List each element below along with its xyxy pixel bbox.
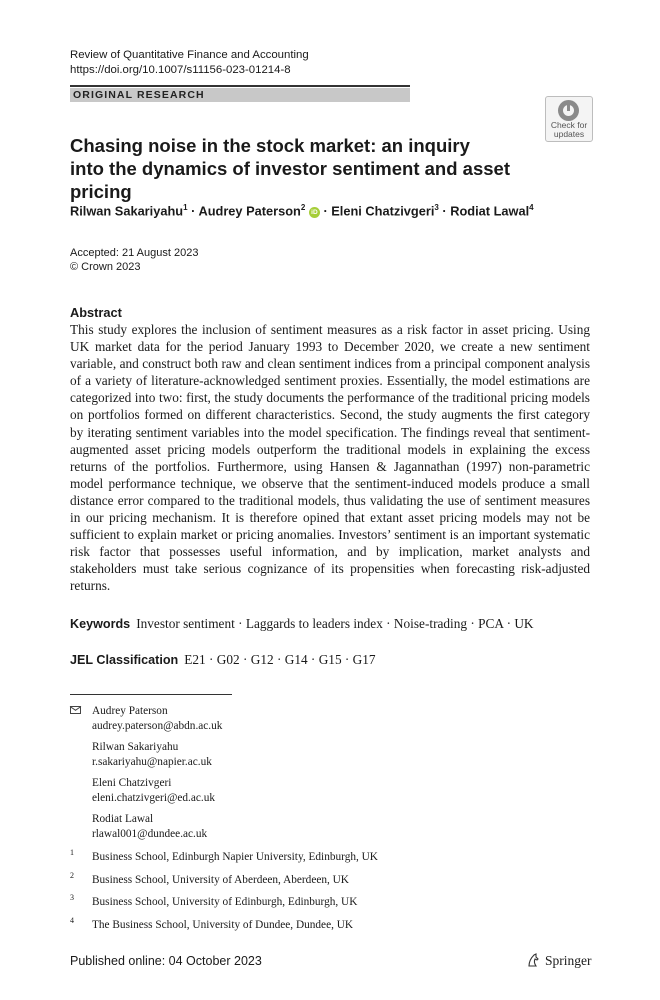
footnote-rule bbox=[70, 694, 232, 695]
publisher-name: Springer bbox=[545, 953, 592, 968]
affiliation-number: 4 bbox=[70, 915, 74, 925]
published-online-date: Published online: 04 October 2023 bbox=[70, 954, 262, 968]
keywords-label: Keywords bbox=[70, 617, 131, 631]
title-line-1: Chasing noise in the stock market: an inquiry bbox=[70, 135, 470, 156]
contact-entry bbox=[92, 704, 222, 734]
keywords-text: Investor sentiment · Laggards to leaders index · Noise-trading · PCA · UK bbox=[136, 616, 534, 631]
affiliation-number: 1 bbox=[70, 848, 74, 857]
abstract-heading: Abstract bbox=[70, 305, 122, 320]
article-dates bbox=[70, 246, 198, 274]
check-updates-icon bbox=[558, 100, 579, 121]
springer-horse-icon bbox=[525, 952, 541, 968]
orcid-icon[interactable]: iD bbox=[309, 207, 320, 218]
author-affiliation-number: 1 bbox=[183, 203, 188, 212]
badge-line-1: Check for bbox=[550, 120, 588, 130]
section-label: ORIGINAL RESEARCH bbox=[70, 88, 410, 102]
jel-codes: E21 · G02 · G12 · G14 · G15 · G17 bbox=[184, 652, 376, 667]
author-name[interactable]: Eleni Chatzivgeri bbox=[331, 203, 435, 219]
doi-link[interactable]: https://doi.org/10.1007/s11156-023-01214-8 bbox=[70, 64, 291, 76]
author-name[interactable]: Audrey Paterson bbox=[198, 203, 301, 219]
affiliation-text: The Business School, University of Dundee, Dundee, UK bbox=[92, 918, 354, 931]
copyright-notice: © Crown 2023 bbox=[70, 261, 141, 273]
author-name[interactable]: Rilwan Sakariyahu bbox=[70, 203, 184, 219]
contact-entry bbox=[92, 812, 222, 842]
publisher-logo[interactable] bbox=[525, 952, 592, 969]
author-affiliation-number: 4 bbox=[529, 203, 534, 212]
abstract-text: This study explores the inclusion of sentiment measures as a risk factor in asset pricing. Using UK market data for the period January 1993 to December 2020, we create a new sentiment variable, and construct both raw and clean sentiment indices from a principal component analysis of a variety of literature-acknowledged sentiment proxies. Essentially, the model estimations are categorized into two: first, the study documents the performance of the traditional pricing models on portfolios formed on different characteristics. Second, the study augments the first category by iterating sentiment variables into the model specification. The findings reveal that sentiment-augmented asset pricing models outperform the traditional models in explaining the excess returns of the portfolios. Furthermore, using Hansen & Jagannathan (1997) non-parametric model performance technique, we observe that the sentiment-induced models produce a small distance error compared to the traditional models, thus validating the use of sentiment measures in our pricing mechanism. It is therefore opined that extant asset pricing models may not be sufficient to explain market or pricing anomalies. Investors’ sentiment is an important systematic risk factor that possesses useful information, and by implication, market analysts and stakeholders must take serious cognizance of its propensities when forecasting risk-adjusted returns. bbox=[70, 322, 590, 594]
accepted-date: Accepted: 21 August 2023 bbox=[70, 247, 199, 259]
contact-entry bbox=[92, 740, 222, 770]
author-name[interactable]: Rodiat Lawal bbox=[450, 203, 530, 219]
check-updates-text bbox=[546, 121, 592, 139]
jel-label: JEL Classification bbox=[70, 653, 179, 667]
envelope-icon bbox=[70, 706, 81, 714]
affiliation-number: 3 bbox=[70, 893, 74, 902]
affiliation-number: 2 bbox=[70, 870, 74, 880]
contact-name: Eleni Chatzivgeri bbox=[92, 777, 172, 789]
author-affiliation-number: 2 bbox=[300, 203, 306, 212]
article-title bbox=[70, 134, 550, 203]
affiliation-text: Business School, Edinburgh Napier University, Edinburgh, UK bbox=[92, 851, 378, 863]
header-rule bbox=[70, 85, 410, 87]
contact-entry bbox=[92, 776, 222, 806]
contact-email[interactable]: r.sakariyahu@napier.ac.uk bbox=[92, 756, 212, 768]
journal-header bbox=[70, 48, 309, 78]
contact-name: Rodiat Lawal bbox=[92, 813, 154, 825]
author-affiliation-number: 3 bbox=[434, 203, 439, 212]
check-for-updates-badge[interactable] bbox=[545, 96, 593, 142]
author-list: Rilwan Sakariyahu$^1$ · Audrey Paterson$^2$ iD · Eleni Chatzivgeri$^3$ · Rodiat Lawal$^4$ bbox=[70, 203, 534, 219]
badge-line-2: updates bbox=[553, 129, 585, 139]
contact-name: Audrey Paterson bbox=[92, 705, 168, 717]
affiliation-text: Business School, University of Edinburgh, Edinburgh, UK bbox=[92, 896, 358, 908]
journal-name: Review of Quantitative Finance and Accounting bbox=[70, 49, 309, 61]
contact-email[interactable]: audrey.paterson@abdn.ac.uk bbox=[92, 720, 223, 732]
title-line-2: into the dynamics of investor sentiment and asset pricing bbox=[70, 158, 510, 202]
contact-name: Rilwan Sakariyahu bbox=[92, 741, 179, 753]
contact-email[interactable]: eleni.chatzivgeri@ed.ac.uk bbox=[92, 792, 215, 804]
contact-email[interactable]: rlawal001@dundee.ac.uk bbox=[92, 828, 208, 840]
affiliation-text: Business School, University of Aberdeen, Aberdeen, UK bbox=[92, 873, 349, 886]
jel-classification bbox=[70, 652, 376, 668]
keywords bbox=[70, 616, 534, 632]
corresponding-contacts bbox=[92, 704, 222, 848]
